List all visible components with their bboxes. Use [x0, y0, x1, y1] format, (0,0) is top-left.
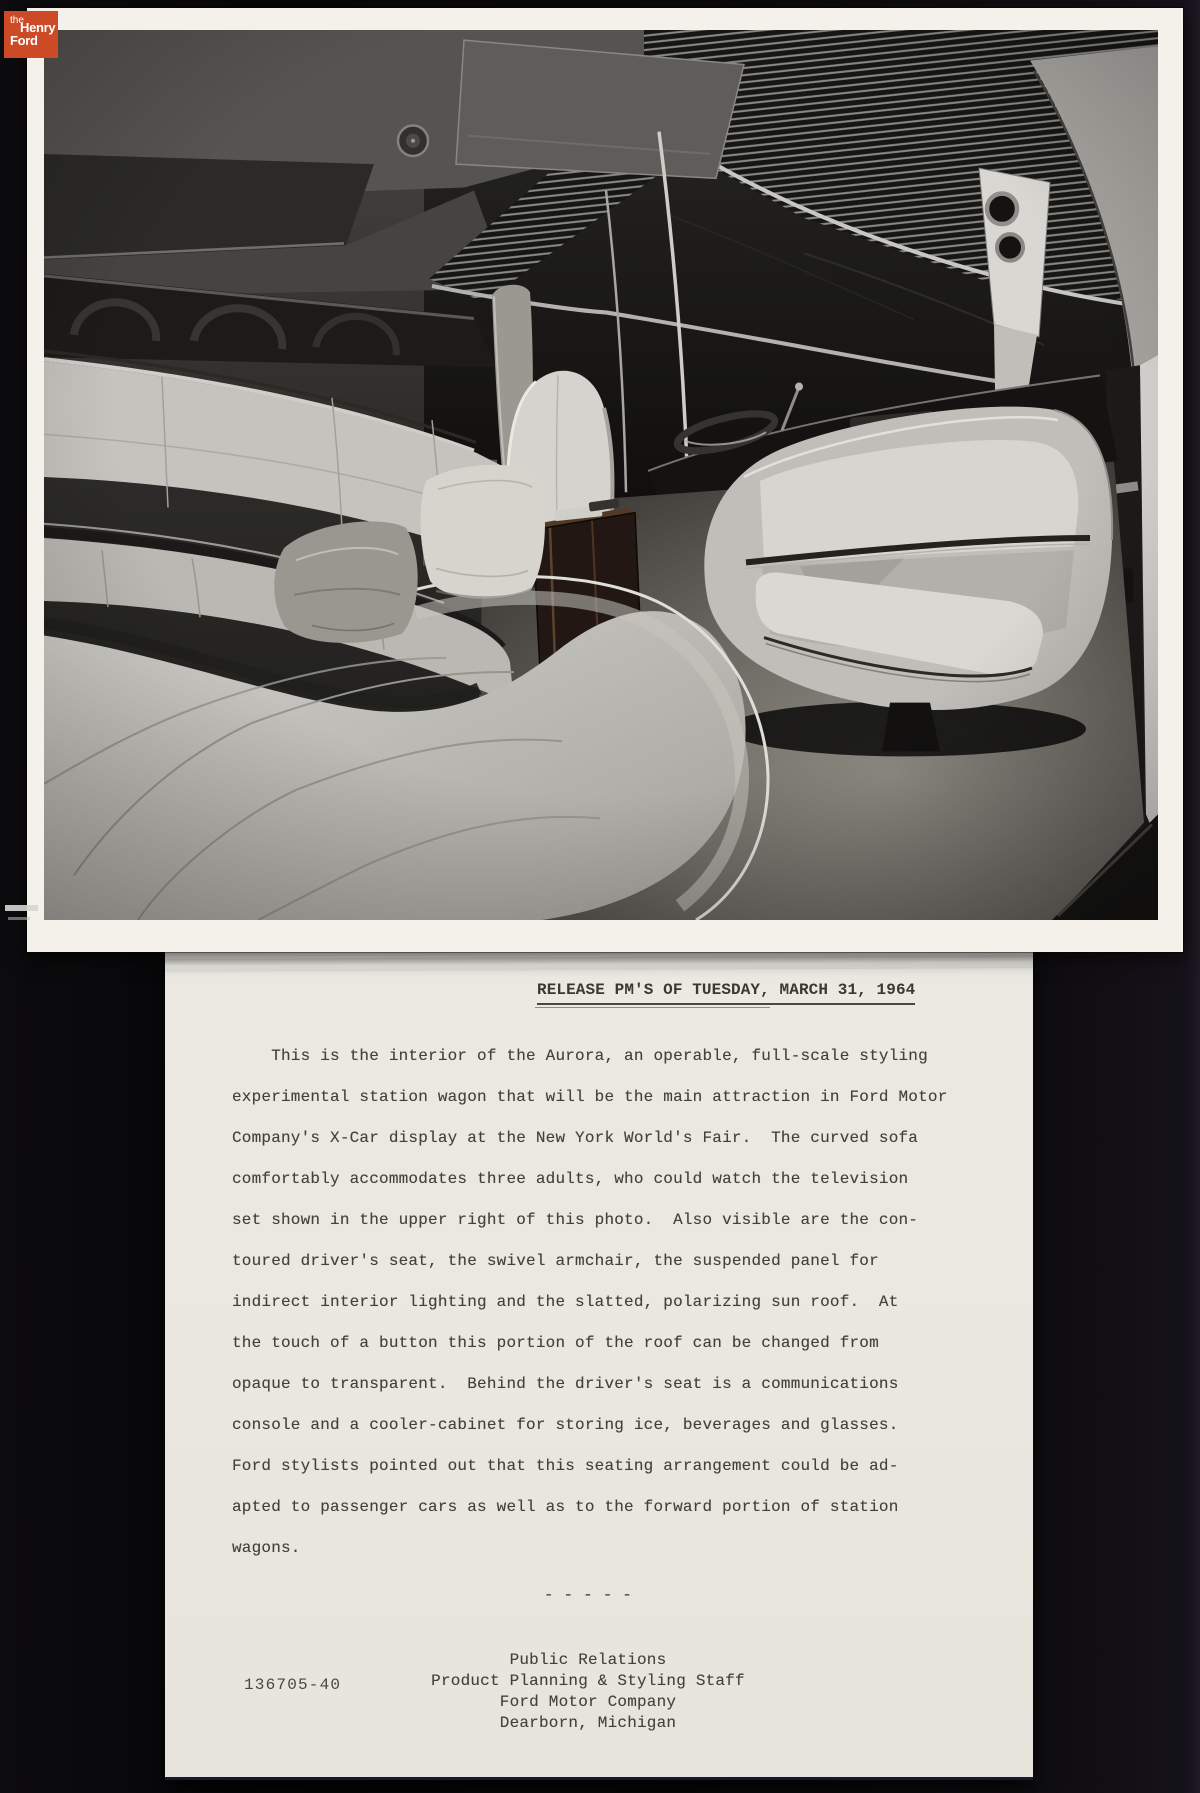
- scan-edge-mark-small: [8, 917, 30, 920]
- text-line: comfortably accommodates three adults, who could watch the television: [232, 1170, 909, 1188]
- henry-ford-logo: [4, 11, 58, 58]
- photo-vignette: [44, 30, 1158, 920]
- text-line: experimental station wagon that will be the main attraction in Ford Motor: [232, 1088, 948, 1106]
- car-interior-illustration: [44, 30, 1158, 920]
- reference-number: 136705-40: [244, 1676, 342, 1694]
- text-line: toured driver's seat, the swivel armchair, the suspended panel for: [232, 1252, 879, 1270]
- photograph-print: [27, 8, 1183, 952]
- separator-dashes: - - - - -: [543, 1586, 633, 1604]
- text-line: the touch of a button this portion of the roof can be changed from: [232, 1334, 879, 1352]
- text-line: indirect interior lighting and the slatted, polarizing sun roof. At: [232, 1293, 899, 1311]
- text-line: Company's X-Car display at the New York World's Fair. The curved sofa: [232, 1129, 919, 1147]
- release-headline: RELEASE PM'S OF TUESDAY, MARCH 31, 1964: [537, 981, 915, 1005]
- text-line: opaque to transparent. Behind the driver's seat is a communications: [232, 1375, 899, 1393]
- text-line: Ford stylists pointed out that this seating arrangement could be ad-: [232, 1457, 899, 1475]
- text-line: Product Planning & Styling Staff: [431, 1672, 745, 1690]
- text-line: set shown in the upper right of this photo. Also visible are the con-: [232, 1211, 919, 1229]
- signature-block: [165, 1543, 1033, 1776]
- text-line: console and a cooler-cabinet for storing ice, beverages and glasses.: [232, 1416, 899, 1434]
- text-line: wagons.: [232, 1539, 301, 1557]
- release-body: [232, 1036, 948, 1569]
- text-line: Public Relations: [509, 1651, 667, 1669]
- text-line: apted to passenger cars as well as to the forward portion of station: [232, 1498, 899, 1516]
- scan-edge-mark: [5, 905, 38, 911]
- text-line: Ford Motor Company: [499, 1693, 677, 1711]
- text-line: This is the interior of the Aurora, an operable, full-scale styling: [232, 1047, 928, 1065]
- aurora-interior-photo: [44, 30, 1158, 920]
- logo-text-the: the: [10, 15, 24, 26]
- press-release-sheet: [165, 941, 1033, 1777]
- text-line: Dearborn, Michigan: [499, 1714, 677, 1732]
- logo-text-ford: Ford: [10, 33, 38, 48]
- logo-text-henry: Henry: [20, 20, 56, 35]
